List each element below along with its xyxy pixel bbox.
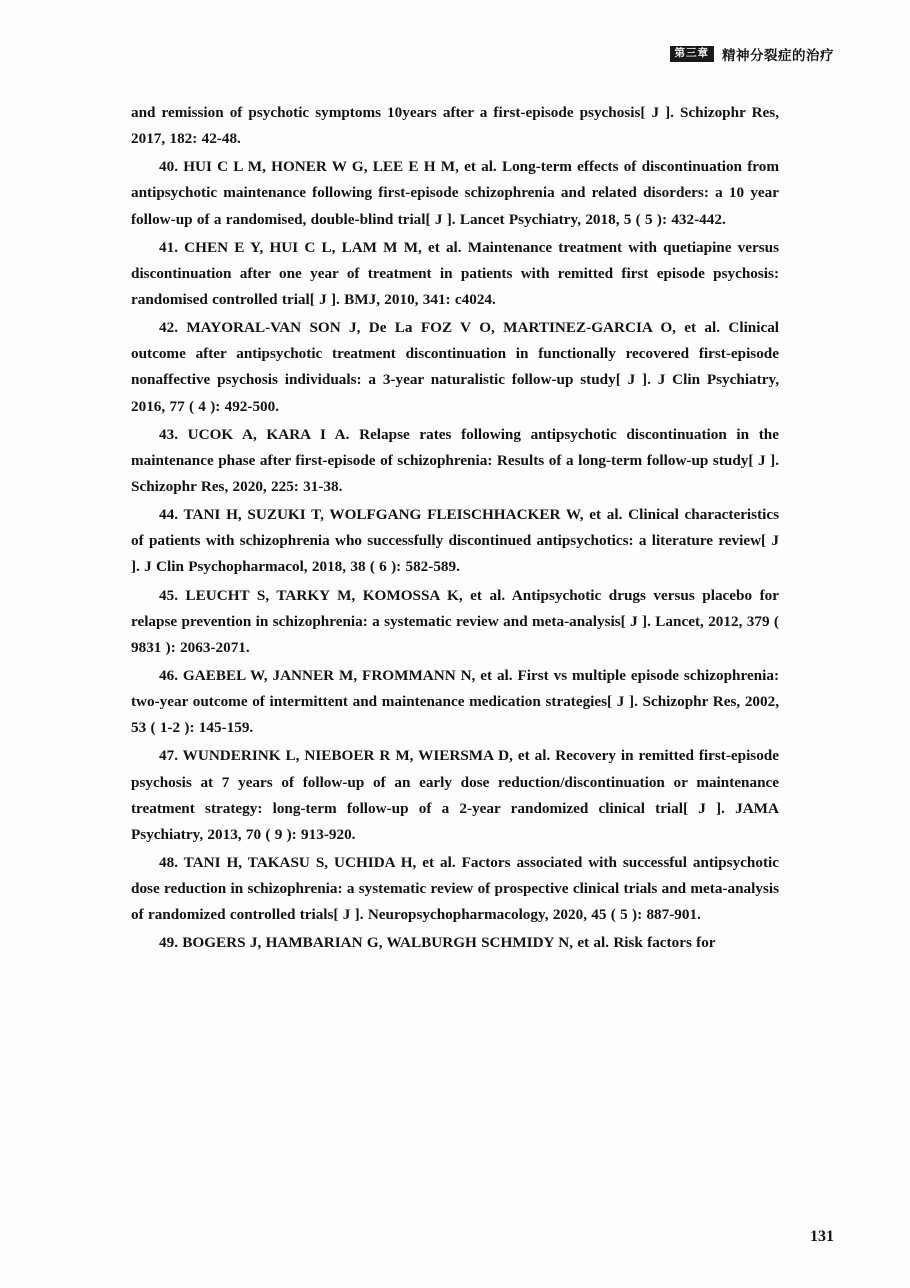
reference-number: 48. bbox=[159, 853, 178, 871]
chapter-title: 精神分裂症的治疗 bbox=[722, 48, 834, 64]
reference-number: 42. bbox=[159, 319, 178, 337]
reference-item bbox=[131, 583, 779, 661]
chapter-badge: 第三章 bbox=[670, 46, 715, 62]
page-content bbox=[131, 100, 779, 959]
reference-number: 41. bbox=[159, 238, 178, 256]
reference-number: 49. bbox=[159, 934, 178, 952]
reference-item bbox=[131, 235, 779, 313]
reference-item bbox=[131, 663, 779, 741]
reference-number: 46. bbox=[159, 666, 178, 684]
reference-text: BOGERS J, HAMBARIAN G, WALBURGH SCHMIDY N, et al. Risk factors for bbox=[182, 934, 716, 952]
reference-item bbox=[131, 422, 779, 500]
reference-item bbox=[131, 743, 779, 848]
reference-text: LEUCHT S, TARKY M, KOMOSSA K, et al. Antipsychotic drugs versus placebo for relapse prevention in schizophrenia: a systematic review and meta-analysis[ J ]. Lancet, 2012, 379 ( 9831 ): 2063-2071. bbox=[131, 586, 779, 656]
reference-number: 40. bbox=[159, 158, 178, 176]
reference-text: CHEN E Y, HUI C L, LAM M M, et al. Maintenance treatment with quetiapine versus discontinuation after one year of treatment in patients with remitted first episode psychosis: randomised controlled trial[ J ]. BMJ, 2010, 341: c4024. bbox=[131, 238, 779, 308]
continued-paragraph: and remission of psychotic symptoms 10years after a first-episode psychosis[ J ]. Schizophr Res, 2017, 182: 42-48. bbox=[131, 104, 779, 148]
reference-text: HUI C L M, HONER W G, LEE E H M, et al. Long-term effects of discontinuation from antipsychotic maintenance following first-episode schizophrenia and related disorders: a 10 year follow-up of a randomised, double-blind trial[ J ]. Lancet Psychiatry, 2018, 5 ( 5 ): 432-442. bbox=[131, 158, 779, 228]
reference-number: 45. bbox=[159, 586, 178, 604]
reference-item bbox=[131, 154, 779, 232]
page-header bbox=[670, 44, 835, 64]
reference-text: WUNDERINK L, NIEBOER R M, WIERSMA D, et al. Recovery in remitted first-episode psychosis at 7 years of follow-up of an early dose reduction/discontinuation or maintenance treatment strategy: long-term follow-up of a 2-year randomized clinical trial[ J ]. JAMA Psychiatry, 2013, 70 ( 9 ): 913-920. bbox=[131, 747, 779, 843]
reference-text: UCOK A, KARA I A. Relapse rates following antipsychotic discontinuation in the maintenance phase after first-episode of schizophrenia: Results of a long-term follow-up study[ J ]. Schizophr Res, 2020, 225: 31-38. bbox=[131, 425, 779, 495]
reference-number: 43. bbox=[159, 425, 178, 443]
reference-number: 47. bbox=[159, 747, 178, 765]
reference-text: GAEBEL W, JANNER M, FROMMANN N, et al. First vs multiple episode schizophrenia: two-year outcome of intermittent and maintenance medication strategies[ J ]. Schizophr Res, 2002, 53 ( 1-2 ): 145-159. bbox=[131, 666, 779, 737]
reference-text: MAYORAL-VAN SON J, De La FOZ V O, MARTINEZ-GARCIA O, et al. Clinical outcome after antipsychotic treatment discontinuation in functionally recovered first-episode nonaffective psychosis individuals: a 3-year naturalistic follow-up study[ J ]. J Clin Psychiatry, 2016, 77 ( 4 ): 492-500. bbox=[131, 319, 780, 415]
reference-item bbox=[131, 502, 779, 580]
reference-number: 44. bbox=[159, 506, 178, 524]
reference-item bbox=[131, 850, 779, 928]
reference-item bbox=[131, 315, 779, 420]
page-number: 131 bbox=[810, 1228, 834, 1245]
reference-item bbox=[131, 930, 779, 956]
reference-text: TANI H, TAKASU S, UCHIDA H, et al. Factors associated with successful antipsychotic dose reduction in schizophrenia: a systematic review of prospective clinical trials and meta-analysis of randomized controlled trials[ J ]. Neuropsychopharmacology, 2020, 45 ( 5 ): 887-901. bbox=[131, 853, 779, 924]
reference-text: TANI H, SUZUKI T, WOLFGANG FLEISCHHACKER W, et al. Clinical characteristics of patients with schizophrenia who successfully discontinued antipsychotics: a literature review[ J ]. J Clin Psychopharmacol, 2018, 38 ( 6 ): 582-589. bbox=[131, 506, 779, 576]
